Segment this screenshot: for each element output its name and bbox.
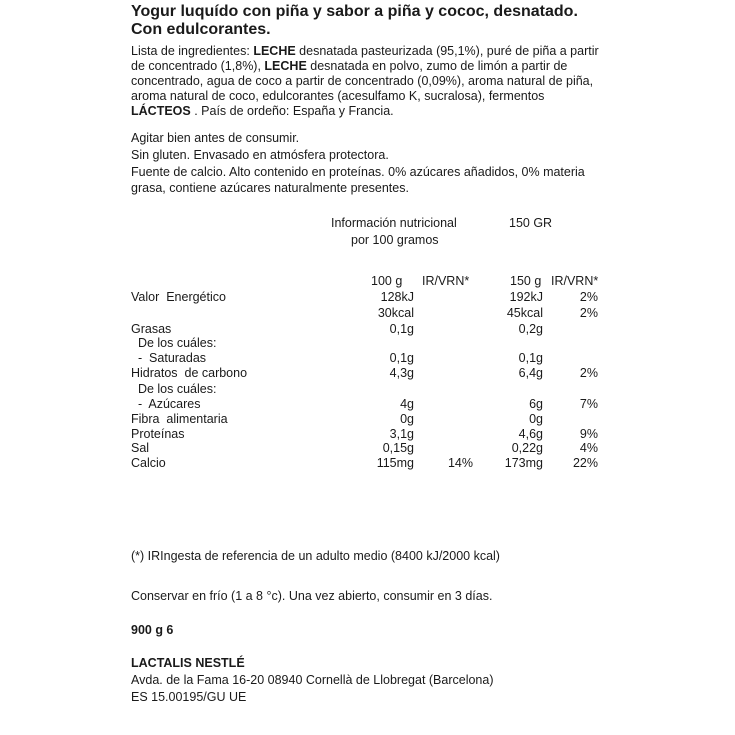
storage-instructions: Conservar en frío (1 a 8 °c). Una vez abierto, consumir en 3 días. [131, 589, 493, 603]
ir-150g: 2% [579, 306, 598, 320]
col-100g-header: 100 g [371, 274, 403, 288]
product-title-line1: Yogur luquído con piña y sabor a piña y cococ, desnatado. [131, 3, 578, 20]
value-100g: 4g [400, 397, 414, 411]
ir-100g: 14% [447, 456, 473, 470]
value-150g: 192kJ [509, 290, 543, 304]
value-100g: 0,1g [389, 351, 414, 365]
nutrient-label: Calcio [131, 456, 166, 470]
value-150g: 173mg [504, 456, 543, 470]
ir-150g: 4% [579, 441, 598, 455]
value-150g: 45kcal [506, 306, 543, 320]
company-name: LACTALIS NESTLÉ [131, 656, 245, 670]
company-registry: ES 15.00195/GU UE [131, 690, 247, 704]
nutrient-label: Hidratos de carbono [131, 366, 248, 380]
value-150g: 4,6g [518, 427, 543, 441]
ir-150g: 7% [579, 397, 598, 411]
footnote: (*) IRIngesta de referencia de un adulto medio (8400 kJ/2000 kcal) [131, 549, 500, 563]
ingredient-part: desnatada en polvo, zumo de limón a partir de concentrado, agua de coco a partir de concentrado (0,09%), aroma natural de piña, aroma natural de coco, edulcorantes (acesulfamo K, sucralosa), fermentos [131, 59, 594, 103]
ir-150g: 2% [579, 366, 598, 380]
col-150g-header: 150 g [510, 274, 542, 288]
company-address: Avda. de la Fama 16-20 08940 Cornellà de Llobregat (Barcelona) [131, 673, 494, 687]
value-100g: 115mg [376, 456, 414, 470]
nutrient-label: Grasas [131, 322, 172, 336]
gluten-note: Sin gluten. Envasado en atmósfera protectora. [131, 148, 389, 162]
value-100g: 4,3g [389, 366, 414, 380]
claims-line1: Fuente de calcio. Alto contenido en proteínas. 0% azúcares añadidos, 0% materia [131, 165, 585, 179]
ingredient-part: LECHE [264, 59, 307, 73]
value-150g: 0,1g [518, 351, 543, 365]
nutrient-label: - Saturadas [131, 351, 207, 365]
nutrient-label: Valor Energético [131, 290, 226, 304]
nutrition-header-line2: por 100 gramos [351, 233, 439, 247]
ingredient-part: desnatada pasteurizada (95,1%), puré de piña a partir de concentrado (1,8%), [131, 44, 599, 73]
ingredient-part: . País de ordeño: España y Francia. [190, 104, 394, 118]
value-100g: 0,1g [389, 322, 414, 336]
value-150g: 6,4g [518, 366, 543, 380]
nutrient-label: Fibra alimentaria [131, 412, 228, 426]
value-100g: 30kcal [377, 306, 414, 320]
ingredient-part: LÁCTEOS [131, 104, 191, 118]
ingredient-part: LECHE [253, 44, 296, 58]
value-100g: 128kJ [380, 290, 414, 304]
ir-150g: 2% [579, 290, 598, 304]
ingredients-list [131, 44, 601, 119]
pack-size: 900 g 6 [131, 623, 174, 637]
product-title-line2: Con edulcorantes. [131, 21, 271, 38]
value-100g: 0,15g [382, 441, 414, 455]
value-100g: 0g [400, 412, 414, 426]
nutrient-label: Sal [131, 441, 150, 455]
nutrient-label: - Azúcares [131, 397, 201, 411]
col-ir1-header: IR/VRN* [422, 274, 470, 288]
claims-line2: grasa, contiene azúcares naturalmente presentes. [131, 181, 409, 195]
nutrient-label: De los cuáles: [131, 382, 217, 396]
ir-150g: 9% [579, 427, 598, 441]
ir-150g: 22% [572, 456, 598, 470]
shake-note: Agitar bien antes de consumir. [131, 131, 300, 145]
value-150g: 0g [529, 412, 543, 426]
ingredients-label: Lista de ingredientes: [131, 44, 254, 58]
nutrient-label: Proteínas [131, 427, 185, 441]
col-ir2-header: IR/VRN* [551, 274, 599, 288]
value-100g: 3,1g [389, 427, 414, 441]
value-150g: 0,2g [518, 322, 543, 336]
value-150g: 0,22g [511, 441, 543, 455]
value-150g: 6g [529, 397, 543, 411]
nutrition-header-line1: Información nutricional [331, 216, 457, 230]
portion-header: 150 GR [509, 216, 553, 230]
nutrient-label: De los cuáles: [131, 336, 217, 350]
